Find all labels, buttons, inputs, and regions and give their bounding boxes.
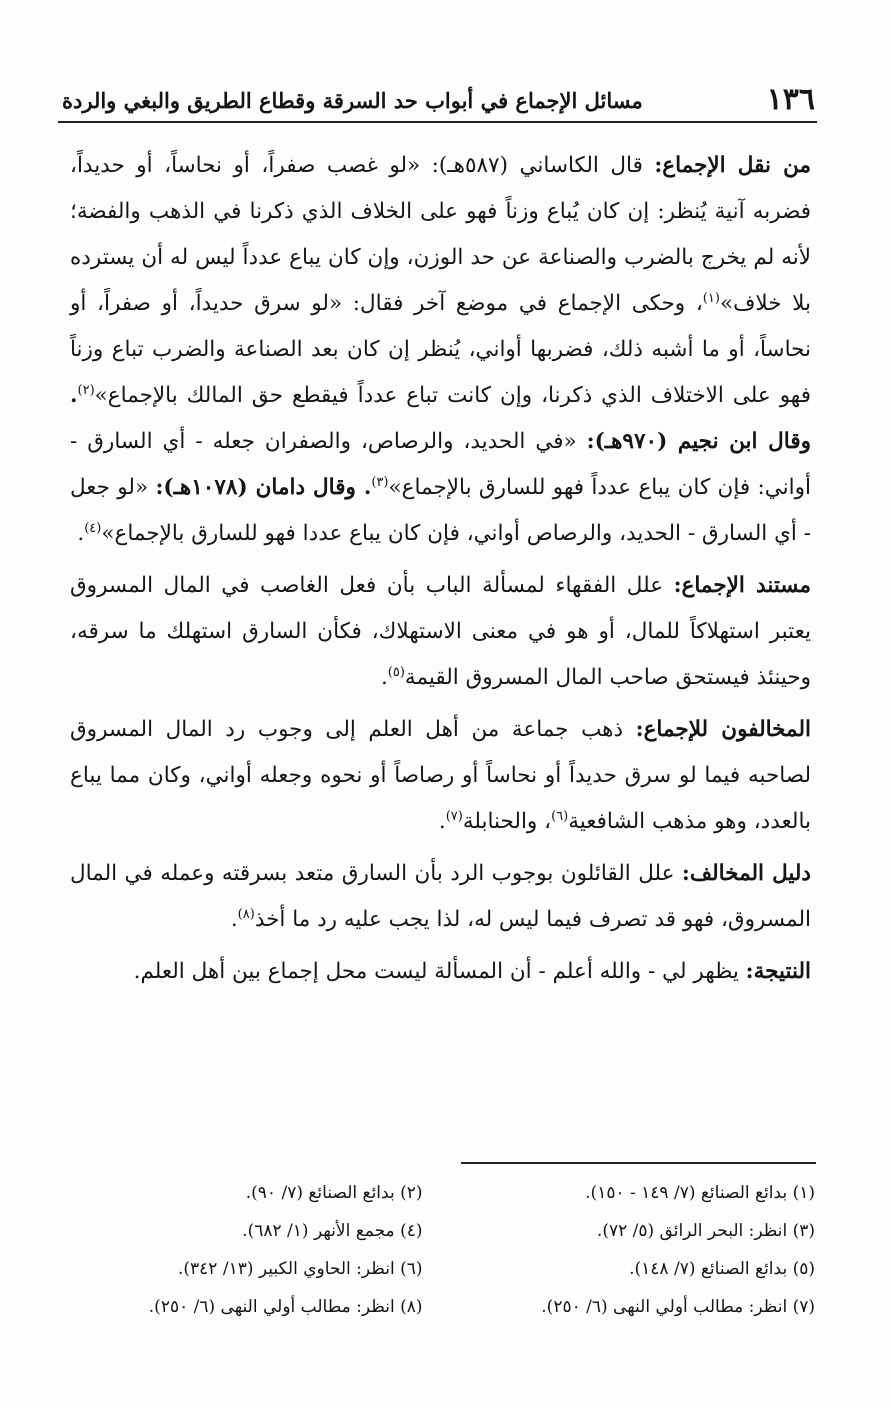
footnote-ref[interactable]: (٦) xyxy=(551,808,569,824)
footnote-ref[interactable]: (٥) xyxy=(387,664,405,680)
footnote-ref[interactable]: (٣) xyxy=(371,474,389,490)
paragraph-heading: دليل المخالف: xyxy=(681,861,811,886)
paragraph-text: ذهب جماعة من أهل العلم إلى وجوب رد المال المسروق لصاحبه فيما لو سرق حديداً أو نحاساً أو رصاصاً أو نحوه وجعله أواني، وكان مما يباع بالعدد، وهو مذهب الشافعية xyxy=(70,717,811,834)
footnote-ref[interactable]: (٢) xyxy=(77,382,95,398)
paragraph-conclusion xyxy=(70,949,811,995)
paragraph-text: علل الفقهاء لمسألة الباب بأن فعل الغاصب في المال المسروق يعتبر استهلاكاً للمال، أو هو في معنى الاستهلاك، فكأن السارق استهلك ما سرقه، وحينئذ فيستحق صاحب المال المسروق القيمة xyxy=(70,573,811,690)
paragraph-heading: النتيجة: xyxy=(745,959,811,984)
paragraph-heading: مستند الإجماع: xyxy=(673,573,812,598)
footnote-ref[interactable]: (٤) xyxy=(84,520,102,536)
header-rule xyxy=(58,121,817,123)
paragraph-text: يظهر لي - والله أعلم - أن المسألة ليست محل إجماع بين أهل العلم. xyxy=(133,959,746,984)
footnote-6: (٦) انظر: الحاوي الكبير (١٣/ ٣٤٢). xyxy=(177,1259,423,1279)
footnote-ref[interactable]: (١) xyxy=(702,290,720,306)
paragraph-text: علل القائلون بوجوب الرد بأن السارق متعد بسرقته وعمله في المال المسروق، فهو قد تصرف فيما ليس له، لذا يجب عليه رد ما أخذ xyxy=(70,861,811,932)
footnote-rule xyxy=(461,1162,816,1164)
footnote-3: (٣) انظر: البحر الرائق (٥/ ٧٢). xyxy=(596,1221,815,1241)
footnote-8: (٨) انظر: مطالب أولي النهى (٦/ ٢٥٠). xyxy=(148,1297,423,1317)
paragraph-text: ، والحنابلة xyxy=(462,809,552,834)
paragraph-heading: من نقل الإجماع: xyxy=(654,153,811,178)
paragraph-dissent-evidence xyxy=(70,851,811,943)
footnotes xyxy=(70,1174,815,1326)
paragraph-text: «لو جعل - أي السارق - الحديد، والرصاص أواني، فإن كان يباع عددا فهو للسارق بالإجماع» xyxy=(70,475,811,546)
page-number: ١٣٦ xyxy=(766,82,815,117)
paragraph-text: . xyxy=(438,809,446,834)
paragraph-heading: المخالفون للإجماع: xyxy=(635,717,812,742)
footnote-5: (٥) بدائع الصنائع (٧/ ١٤٨). xyxy=(629,1259,815,1279)
paragraph-bold-text: . وقال ابن نجيم (٩٧٠هـ): xyxy=(70,383,811,454)
paragraph-text: . xyxy=(230,907,238,932)
paragraph-text: قال الكاساني (٥٨٧هـ): «لو غصب صفراً، أو نحاساً، أو حديداً، فضربه آنية يُنظر: إن كان يُباع وزناً فهو على الخلاف الذي ذكرنا في الذهب والفضة؛ لأنه لم يخرج بالضرب والصناعة عن حد الوزن، وإن كان يباع عدداً ليس له أن يسترده بلا خلاف» xyxy=(70,153,811,316)
paragraph-dissenters xyxy=(70,707,811,845)
footnote-7: (٧) انظر: مطالب أولي النهى (٦/ ٢٥٠). xyxy=(541,1297,815,1317)
paragraph-bold-text: . وقال دامان (١٠٧٨هـ): xyxy=(155,475,372,500)
paragraph-transmitters xyxy=(70,143,811,557)
page-header xyxy=(62,82,815,122)
paragraph-basis xyxy=(70,563,811,701)
footnote-1: (١) بدائع الصنائع (٧/ ١٤٩ - ١٥٠). xyxy=(585,1183,815,1203)
paragraph-text: . xyxy=(380,665,388,690)
footnote-2: (٢) بدائع الصنائع (٧/ ٩٠). xyxy=(245,1183,423,1203)
footnote-ref[interactable]: (٧) xyxy=(445,808,463,824)
running-title: مسائل الإجماع في أبواب حد السرقة وقطاع الطريق والبغي والردة xyxy=(62,88,643,113)
body-text xyxy=(70,143,811,1001)
paragraph-text: ، وحكى الإجماع في موضع آخر فقال: «لو سرق حديداً، أو صفراً، أو نحاساً، أو ما أشبه ذلك، فضربها أواني، يُنظر إن كان بعد الصناعة والضرب تباع وزناً فهو على الاختلاف الذي ذكرنا، وإن كانت تباع عدداً فيقطع حق المالك بالإجماع» xyxy=(70,291,811,408)
paragraph-text: «في الحديد، والرصاص، والصفران جعله - أي السارق - أواني: فإن كان يباع عدداً فهو للسارق بالإجماع» xyxy=(70,429,811,500)
footnote-ref[interactable]: (٨) xyxy=(237,906,255,922)
footnote-4: (٤) مجمع الأنهر (١/ ٦٨٢). xyxy=(242,1221,423,1241)
paragraph-text: . xyxy=(77,521,85,546)
